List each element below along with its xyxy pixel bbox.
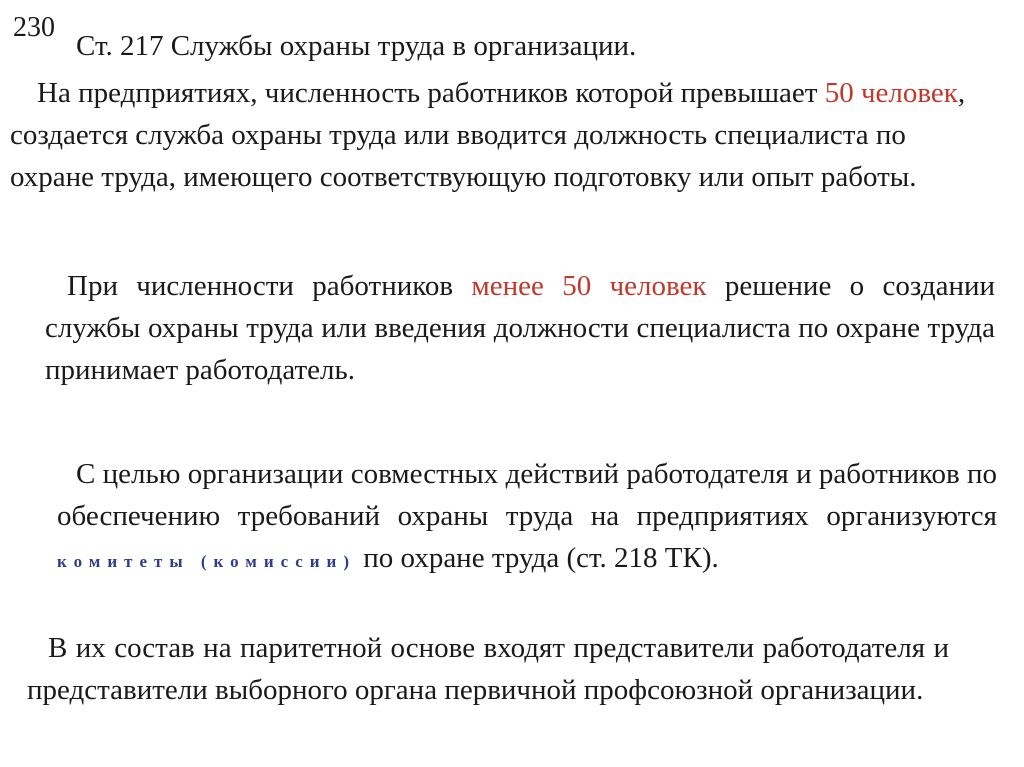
paragraph-small-enterprise: [45, 265, 995, 391]
p4-text: В их состав на паритетной основе входят представители работодателя и представители выборного органа первичной профсоюзной организации.: [27, 632, 949, 706]
p3-text-start: С целью организации совместных действий работодателя и работников по обеспечению требований охраны труда на предприятиях организуются: [57, 458, 997, 532]
p3-highlight: комитеты (комиссии): [57, 552, 357, 571]
paragraph-staff-threshold: [10, 72, 995, 198]
p2-highlight: менее 50 человек: [471, 270, 707, 302]
p3-text-end: по охране труда (ст. 218 ТК).: [363, 542, 719, 574]
p2-text-start: При численности работников: [67, 270, 454, 302]
paragraph-composition: [27, 627, 949, 711]
p1-text-end: , создается служба охраны труда или вводится должность специалиста по охране труда, имеющего соответствующую подготовку или опыт работы.: [10, 77, 966, 193]
p1-text-start: На предприятиях, численность работников которой превышает: [37, 77, 818, 109]
p2-text-end: решение о создании службы охраны труда или введения должности специалиста по охране труда принимает работодатель.: [45, 270, 995, 386]
paragraph-committees: [57, 453, 997, 583]
p1-highlight: 50 человек: [824, 77, 958, 109]
slide-number: 230: [13, 12, 55, 43]
slide-heading: Ст. 217 Службы охраны труда в организации.: [76, 30, 637, 62]
